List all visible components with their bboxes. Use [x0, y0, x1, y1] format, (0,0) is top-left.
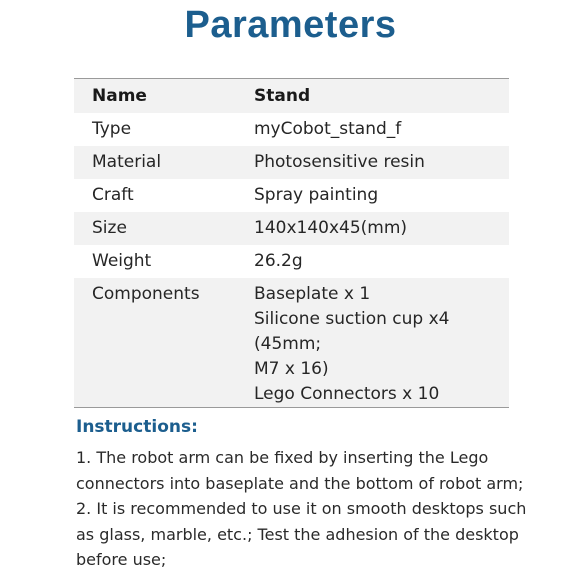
table-row-components	[74, 278, 509, 408]
instruction-line: before use;	[76, 550, 167, 569]
parameters-table	[74, 78, 509, 408]
component-line: Baseplate x 1	[254, 283, 371, 304]
row-label-components: Components	[92, 283, 200, 304]
instruction-line: as glass, marble, etc.; Test the adhesion of the desktop	[76, 524, 519, 544]
instructions-title: Instructions:	[76, 417, 198, 437]
row-value-size: 140x140x45(mm)	[254, 218, 408, 238]
instruction-line: 1. The robot arm can be fixed by inserting the Lego	[76, 448, 489, 467]
component-line: Silicone suction cup x4 (45mm;	[254, 308, 450, 354]
row-label-craft: Craft	[92, 185, 134, 205]
row-value-material: Photosensitive resin	[254, 152, 425, 172]
instructions-body	[76, 445, 556, 573]
component-line: Lego Connectors x 10	[254, 383, 440, 404]
page-title: Parameters	[184, 4, 397, 46]
component-line: M7 x 16)	[254, 358, 329, 379]
row-value-craft: Spray painting	[254, 185, 379, 205]
table-row	[74, 179, 509, 212]
table-row	[74, 212, 509, 245]
column-header-name: Name	[92, 85, 147, 106]
instruction-line: 2. It is recommended to use it on smooth desktops such	[76, 499, 527, 518]
table-row	[74, 113, 509, 146]
row-value-components	[236, 278, 509, 408]
row-label-material: Material	[92, 152, 162, 172]
row-label-type: Type	[92, 119, 132, 139]
table-header-row	[74, 79, 509, 113]
table-row	[74, 245, 509, 278]
table-row	[74, 146, 509, 179]
row-label-weight: Weight	[92, 251, 152, 271]
row-value-type: myCobot_stand_f	[254, 119, 402, 139]
instruction-line: connectors into baseplate and the bottom of robot arm;	[76, 473, 524, 493]
column-header-stand: Stand	[254, 85, 311, 106]
row-value-weight: 26.2g	[254, 251, 303, 271]
row-label-size: Size	[92, 218, 127, 238]
